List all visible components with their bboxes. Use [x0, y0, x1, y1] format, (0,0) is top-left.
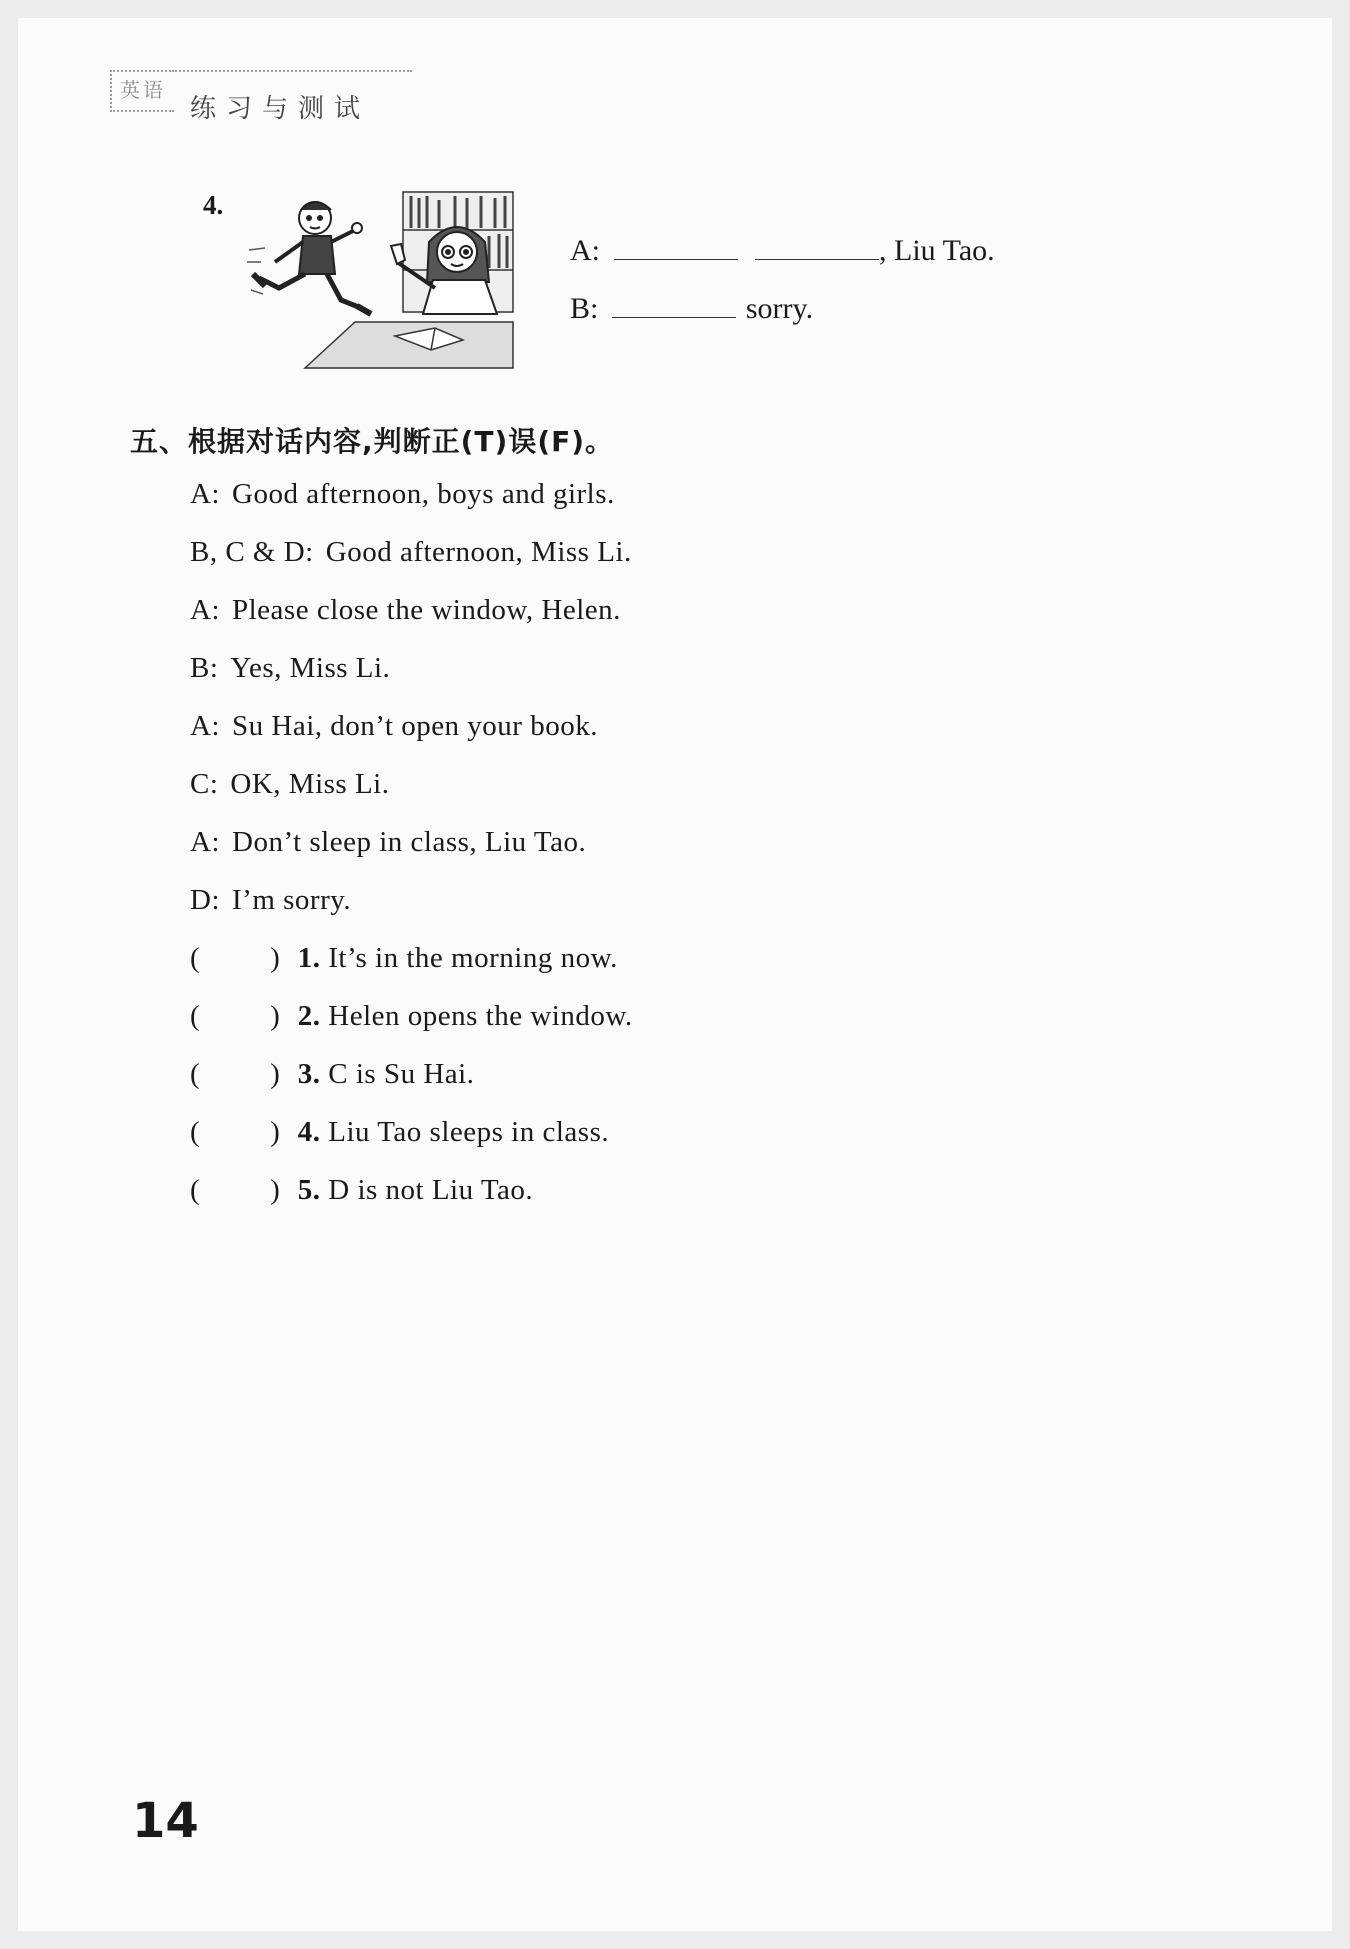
answer-parentheses[interactable]: ( )	[190, 1116, 281, 1148]
speaker-a-label: A:	[570, 234, 600, 267]
item-text: C is Su Hai.	[328, 1058, 475, 1090]
section-5-title: 五、根据对话内容,判断正(T)误(F)。	[130, 425, 615, 458]
running-boy-figure	[247, 202, 371, 314]
classroom-illustration	[245, 190, 520, 370]
dialog-line	[190, 826, 586, 859]
dialog-speaker: A:	[190, 594, 220, 626]
item-number: 4.	[297, 1116, 321, 1148]
dialog-text: Don’t sleep in class, Liu Tao.	[232, 826, 587, 858]
dialog-speaker: B:	[190, 652, 219, 684]
page-number: 14	[132, 1793, 199, 1849]
dialog-text: I’m sorry.	[232, 884, 352, 916]
dialog-line	[190, 768, 389, 801]
line-b-suffix: sorry.	[745, 292, 814, 325]
line-a-suffix: , Liu Tao.	[879, 234, 995, 267]
blank-a-2[interactable]	[755, 235, 879, 260]
answer-line-a	[570, 234, 995, 268]
dialog-line	[190, 652, 390, 685]
dialog-speaker: A:	[190, 826, 220, 858]
dialog-speaker: D:	[190, 884, 220, 916]
dialog-text: OK, Miss Li.	[230, 768, 390, 800]
dialog-text: Su Hai, don’t open your book.	[232, 710, 598, 742]
item-text: It’s in the morning now.	[328, 942, 618, 974]
dialog-line	[190, 536, 632, 569]
dialog-text: Yes, Miss Li.	[230, 652, 391, 684]
blank-a-1[interactable]	[614, 235, 738, 260]
dialog-speaker: A:	[190, 478, 220, 510]
item-text: Helen opens the window.	[328, 1000, 633, 1032]
item-number: 3.	[297, 1058, 321, 1090]
answer-parentheses[interactable]: ( )	[190, 1058, 281, 1090]
question-4-number: 4.	[203, 190, 224, 220]
judge-item	[190, 1174, 533, 1207]
dialog-speaker: B, C & D:	[190, 536, 314, 568]
blank-b-1[interactable]	[612, 293, 736, 318]
dialog-text: Good afternoon, Miss Li.	[325, 536, 632, 568]
desk-with-book	[305, 322, 513, 368]
judge-item	[190, 942, 618, 975]
answer-parentheses[interactable]: ( )	[190, 1174, 281, 1206]
answer-parentheses[interactable]: ( )	[190, 1000, 281, 1032]
dialog-line	[190, 710, 598, 743]
judge-item	[190, 1000, 633, 1033]
dialog-speaker: C:	[190, 768, 219, 800]
judge-item	[190, 1116, 609, 1149]
item-text: Liu Tao sleeps in class.	[328, 1116, 610, 1148]
dialog-text: Good afternoon, boys and girls.	[232, 478, 615, 510]
dialog-line	[190, 478, 615, 511]
dialog-text: Please close the window, Helen.	[232, 594, 621, 626]
item-number: 1.	[297, 942, 321, 974]
speaker-b-label: B:	[570, 292, 599, 325]
item-text: D is not Liu Tao.	[328, 1174, 534, 1206]
dialog-speaker: A:	[190, 710, 220, 742]
subject-tab: 英语	[110, 70, 174, 112]
item-number: 5.	[297, 1174, 321, 1206]
dialog-line	[190, 884, 351, 917]
dialog-line	[190, 594, 621, 627]
judge-item	[190, 1058, 474, 1091]
book-title: 练习与测试	[190, 94, 371, 124]
item-number: 2.	[297, 1000, 321, 1032]
header-dotted-rule	[172, 70, 412, 72]
answer-parentheses[interactable]: ( )	[190, 942, 281, 974]
answer-line-b	[570, 292, 813, 326]
